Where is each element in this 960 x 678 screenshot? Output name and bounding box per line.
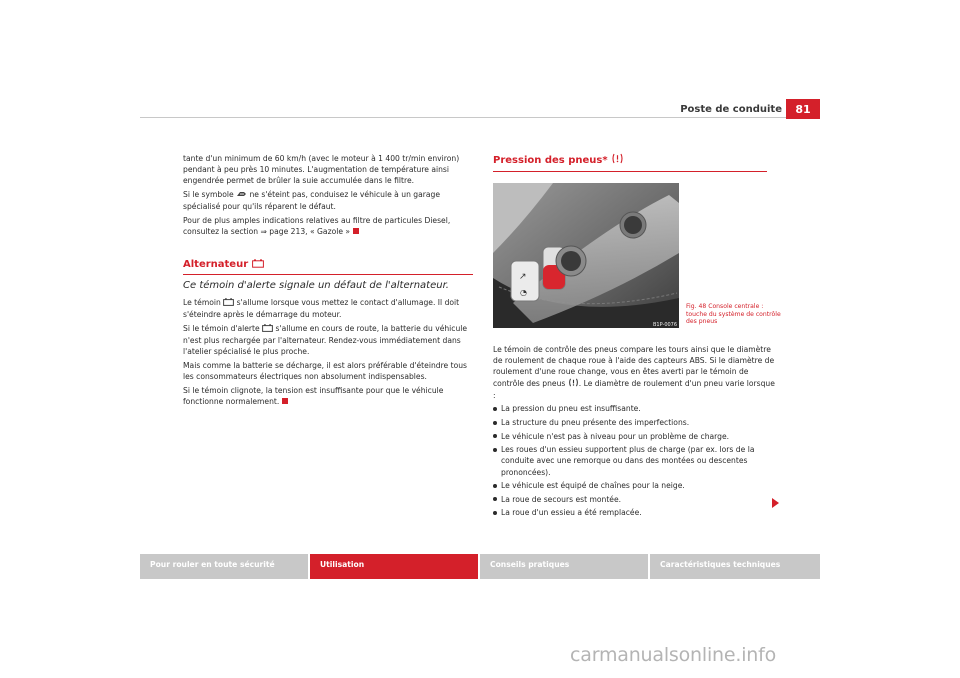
tab-utilisation[interactable]: Utilisation: [310, 554, 478, 579]
list-item: La structure du pneu présente des imperfections.: [493, 417, 775, 428]
paragraph-intro: Le témoin de contrôle des pneus compare les tours ainsi que le diamètre de roulement de chaque roue à l'aide des capteurs ABS. Si le diamètre de roulement d'une roue change, vous en êtes averti par le témoin de contrôle des pneus . Le diamètre de roulement d'un pneu varie lorsque :: [493, 345, 775, 400]
section-title-pression: Pression des pneus*: [493, 153, 767, 167]
tab-conseils-pratiques[interactable]: Conseils pratiques: [480, 554, 648, 579]
section-header-pression: [493, 153, 767, 172]
figure-console-photo: [493, 183, 679, 328]
section-rule: [183, 274, 473, 275]
list-item: La roue d'un essieu a été remplacée.: [493, 507, 775, 518]
battery-icon: [262, 324, 273, 335]
list-item: Le véhicule est équipé de chaînes pour la neige.: [493, 480, 775, 491]
left-column: [183, 153, 473, 409]
bullet-list: [493, 403, 775, 518]
paragraph: Mais comme la batterie se décharge, il est alors préférable d'éteindre tous les consommateurs électriques non absolument indispensables.: [183, 360, 468, 381]
next-page-arrow-icon[interactable]: [772, 498, 779, 508]
watermark: carmanualsonline.info: [570, 644, 777, 666]
paragraph: Si le témoin clignote, la tension est insuffisante pour que le véhicule fonctionne normalement.: [183, 385, 444, 406]
list-item: Le véhicule n'est pas à niveau pour un problème de charge.: [493, 431, 775, 442]
battery-icon: [252, 259, 264, 271]
tire-pressure-icon: [568, 378, 579, 390]
figure-caption: Fig. 48 Console centrale : touche du système de contrôle des pneus: [686, 303, 781, 326]
header-rule: [140, 117, 820, 118]
svg-text:◔: ◔: [520, 288, 527, 297]
figure-code: B1P-0076: [653, 322, 678, 328]
section-rule: [493, 171, 767, 172]
list-item: La pression du pneu est insuffisante.: [493, 403, 775, 414]
tab-pour-rouler[interactable]: Pour rouler en toute sécurité: [140, 554, 308, 579]
section-subtitle: Ce témoin d'alerte signale un défaut de l'alternateur.: [183, 279, 449, 291]
paragraph: Si le témoin d'alerte s'allume en cours de route, la batterie du véhicule n'est plus rechargée par l'alternateur. Rendez-vous immédiatement dans l'atelier spécialisé le plus proche.: [183, 323, 468, 357]
tab-caracteristiques[interactable]: Caractéristiques techniques: [650, 554, 820, 579]
paragraph-symbol: Si le symbole ne s'éteint pas, conduisez le véhicule à un garage spécialisé pour qu'ils réparent le défaut.: [183, 190, 441, 212]
paragraph: tante d'un minimum de 60 km/h (avec le moteur à 1 400 tr/min environ) pendant à peu près 10 minutes. L'augmentation de température ainsi engendrée permet de brûler la suie accumulée dans le filtre.: [183, 154, 460, 186]
diesel-particle-filter-icon: [236, 190, 247, 201]
page-number-badge: [786, 99, 820, 119]
paragraph-reference: Pour de plus amples indications relatives au filtre de particules Diesel, consultez la section ⇒ page 213, « Gazole »: [183, 215, 451, 236]
page-header-title: Poste de conduite: [680, 104, 782, 115]
section-title-alternateur: Alternateur: [183, 259, 473, 271]
list-item: La roue de secours est montée.: [493, 494, 775, 505]
end-mark: [282, 398, 288, 404]
battery-icon: [223, 298, 234, 309]
page-number: 81: [795, 102, 811, 116]
tire-pressure-icon: [611, 153, 624, 167]
paragraph: Le témoin s'allume lorsque vous mettez le contact d'allumage. Il doit s'éteindre après le démarrage du moteur.: [183, 298, 460, 320]
svg-text:↗: ↗: [519, 272, 527, 282]
list-item: Les roues d'un essieu supportent plus de charge (par ex. lors de la conduite avec une remorque ou dans des montées ou descentes prononcées).: [493, 444, 775, 478]
end-mark: [353, 228, 359, 234]
right-column: [493, 344, 775, 521]
